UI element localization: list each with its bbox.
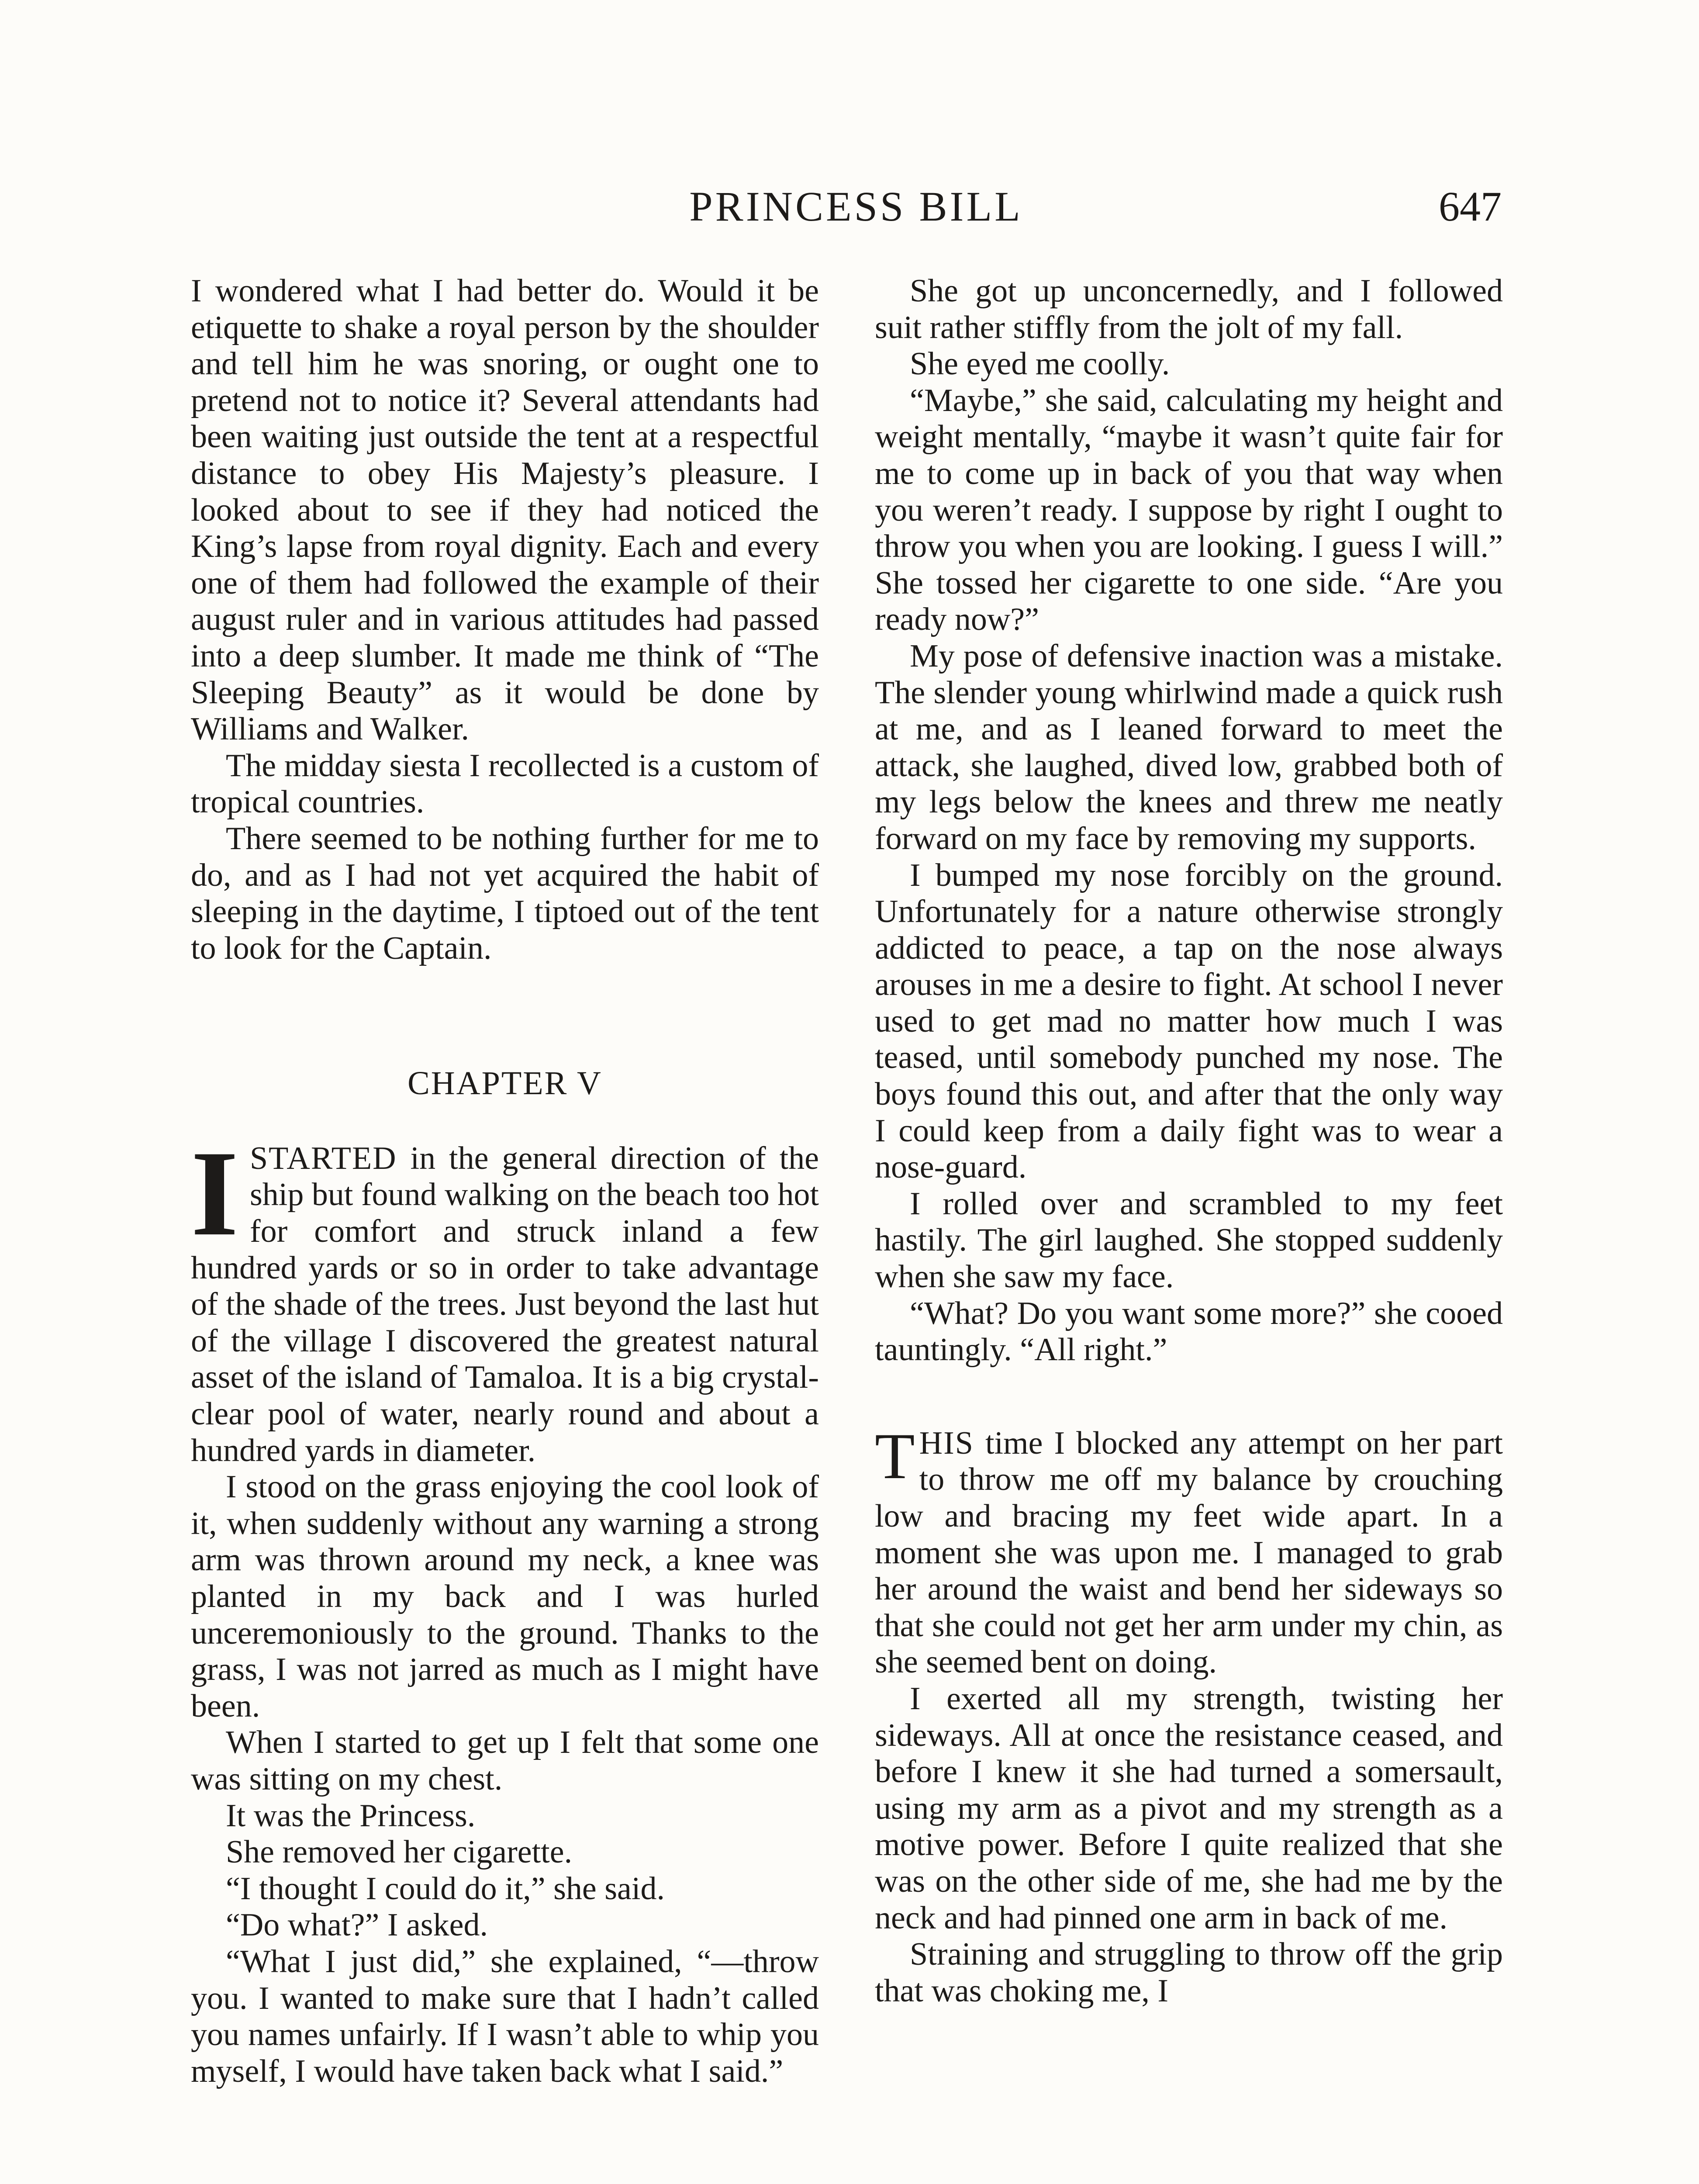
chapter-opening-paragraph — [191, 1125, 819, 1469]
paragraph: I exerted all my strength, twisting her sideways. All at once the resistance ceased, and before I knew it she had turned a somersault, using my arm as a pivot and my strength as a motive power. Before I quite realized that she was on the other side of me, she had me by the neck and had pinned one arm in back of me. — [875, 1680, 1503, 1936]
section-opening-paragraph — [875, 1420, 1503, 1681]
opening-text: in the general direction of the ship but found walking on the beach too hot for comfort and struck inland a few hundred yards or so in order to take advantage of the shade of the trees. Just beyond the last hut of the village I discovered the greatest natural asset of the island of Tamaloa. It is a big crystal-clear pool of water, nearly round and about a hundred yards in diameter. — [191, 1140, 819, 1469]
paragraph: She eyed me coolly. — [910, 346, 1170, 382]
paragraph: She removed her cigarette. — [226, 1834, 573, 1870]
paragraph: When I started to get up I felt that some one was sitting on my chest. — [191, 1724, 819, 1797]
paragraph: “I thought I could do it,” she said. — [226, 1870, 665, 1907]
paragraph: There seemed to be nothing further for me to do, and as I had not yet acquired the habit of sleeping in the daytime, I tiptoed out of the tent to look for the Captain. — [191, 820, 819, 966]
paragraph: Straining and struggling to throw off the grip that was choking me, I — [875, 1936, 1503, 2009]
paragraph: “What I just did,” she explained, “—throw you. I wanted to make sure that I hadn’t called you names unfairly. If I wasn’t able to whip you myself, I would have taken back what I said.” — [191, 1943, 819, 2089]
opening-smallcaps: STARTED — [249, 1140, 397, 1176]
paragraph: The midday siesta I recollected is a custom of tropical countries. — [191, 747, 819, 820]
section-break — [875, 1368, 1503, 1425]
chapter-heading: CHAPTER V — [407, 1065, 602, 1102]
running-header — [0, 178, 1699, 235]
paragraph: I stood on the grass enjoying the cool look of it, when suddenly without any warning a strong arm was thrown around my neck, a knee was planted in my back and I was hurled unceremoniously to the ground. Thanks to the grass, I was not jarred as much as I might have been. — [191, 1469, 819, 1724]
paragraph: “Do what?” I asked. — [226, 1907, 488, 1943]
paragraph: My pose of defensive inaction was a mistake. The slender young whirlwind made a quick rush at me, and as I leaned forward to meet the attack, she laughed, dived low, grabbed both of my legs below the knees and threw me neatly forward on my face by removing my supports. — [875, 638, 1503, 857]
paragraph: It was the Princess. — [226, 1797, 476, 1834]
paragraph: “What? Do you want some more?” she cooed tauntingly. “All right.” — [875, 1295, 1503, 1368]
left-column — [191, 273, 819, 2090]
page-number: 647 — [1439, 183, 1502, 230]
running-title: PRINCESS BILL — [689, 183, 1023, 230]
opening-text: time I blocked any attempt on her part to throw me off my balance by crouching low and bracing my feet wide apart. In a moment she was upon me. I managed to grab her around the waist and bend her sideways so that she could not get her arm under my chin, as she seemed bent on doing. — [875, 1425, 1503, 1680]
drop-cap: T — [875, 1420, 915, 1493]
right-column — [875, 273, 1503, 2009]
paragraph: I bumped my nose forcibly on the ground. Unfortunately for a nature otherwise strongly addicted to peace, a tap on the nose always arouses in me a desire to fight. At school I never used to get mad no matter how much I was teased, until somebody punched my nose. The boys found this out, and after that the only way I could keep from a daily fight was to wear a nose-guard. — [875, 857, 1503, 1185]
paragraph: She got up unconcernedly, and I followed suit rather stiffly from the jolt of my fall. — [875, 273, 1503, 346]
drop-cap: I — [191, 1125, 238, 1261]
paragraph: I wondered what I had better do. Would it be etiquette to shake a royal person by the shoulder and tell him he was snoring, or ought one to pretend not to notice it? Several attendants had been waiting just outside the tent at a respectful distance to obey His Majesty’s pleasure. I looked about to see if they had noticed the King’s lapse from royal dignity. Each and every one of them had followed the example of their august ruler and in various attitudes had passed into a deep slumber. It made me think of “The Sleeping Beauty” as it would be done by Williams and Walker. — [191, 273, 819, 747]
opening-smallcaps: HIS — [919, 1425, 974, 1461]
paragraph: I rolled over and scrambled to my feet hastily. The girl laughed. She stopped suddenly when she saw my face. — [875, 1185, 1503, 1295]
paragraph: “Maybe,” she said, calculating my height and weight mentally, “maybe it wasn’t quite fair for me to come up in back of you that way when you weren’t ready. I suppose by right I ought to throw you when you are looking. I guess I will.” She tossed her cigarette to one side. “Are you ready now?” — [875, 382, 1503, 638]
